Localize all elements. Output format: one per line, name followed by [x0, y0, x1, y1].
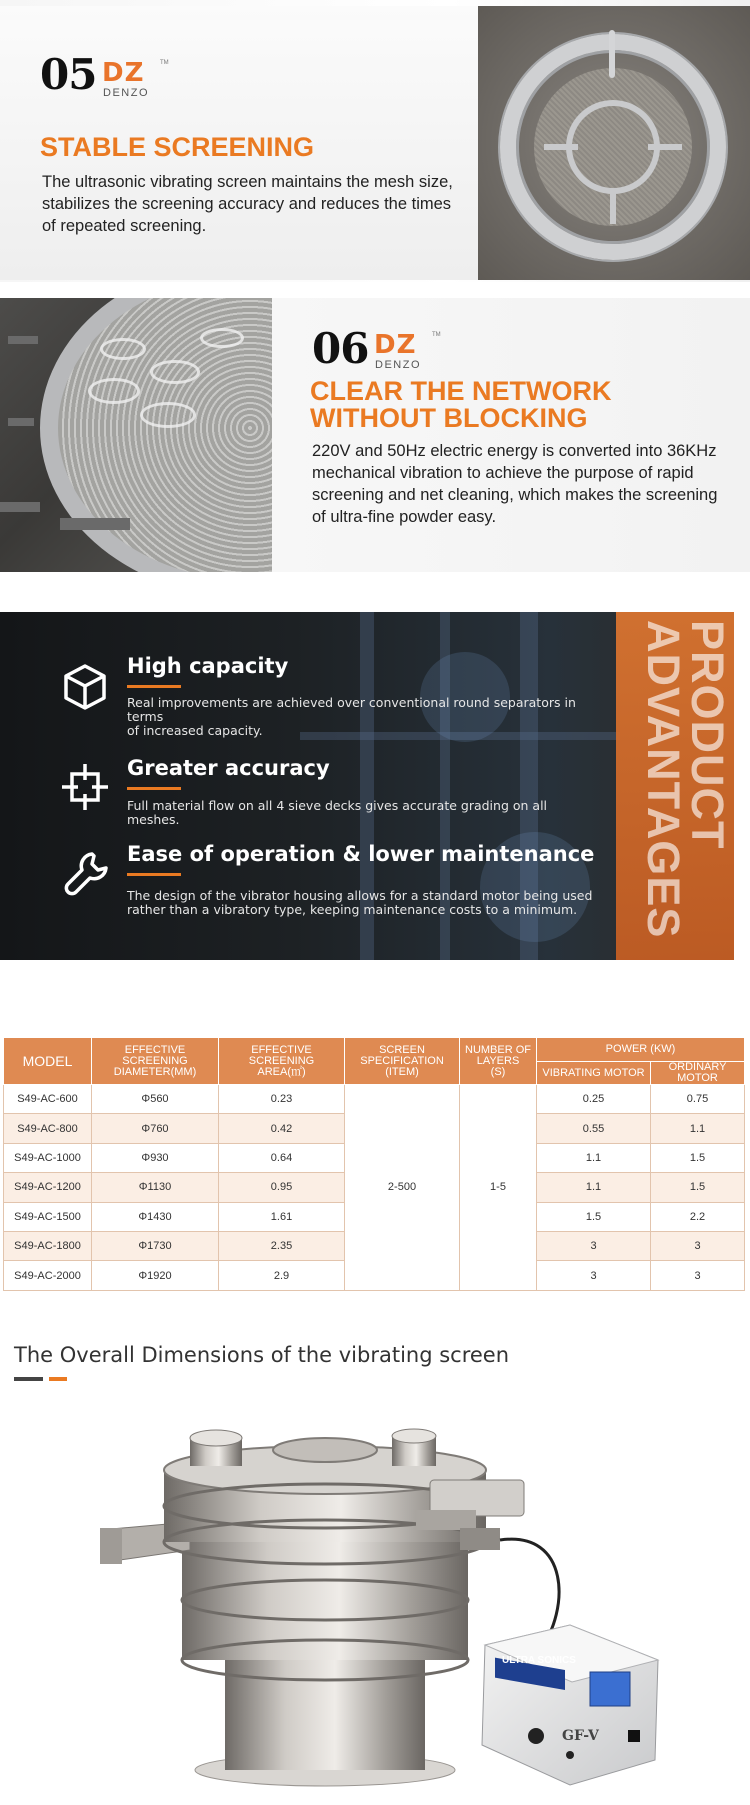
section-number: 05: [40, 50, 97, 99]
description-line: stabilizes the screening accuracy and reduces the times: [42, 195, 452, 213]
cell-area: 0.23: [219, 1085, 345, 1114]
cell-area: 0.95: [219, 1173, 345, 1202]
title-underline-accent: [49, 1377, 67, 1381]
header-line: DIAMETER(MM): [113, 1065, 197, 1078]
title-underline-dark: [14, 1377, 43, 1381]
clamp-bolt: [8, 336, 38, 344]
section-description: [42, 171, 472, 237]
title-line: WITHOUT BLOCKING: [310, 403, 588, 433]
description-line: Real improvements are achieved over conventional round separators in terms: [127, 695, 576, 724]
header-diameter: [92, 1038, 219, 1085]
vibrating-screen-photo: [100, 1410, 670, 1790]
cleaning-ball: [150, 360, 200, 384]
header-line: (ITEM): [385, 1065, 419, 1078]
description-line: of increased capacity.: [127, 723, 263, 738]
header-area: [219, 1038, 345, 1085]
header-line: EFFECTIVE SCREENING: [248, 1043, 315, 1067]
table-row: [4, 1085, 745, 1114]
ring-spoke: [610, 190, 616, 224]
cell-area: 0.64: [219, 1143, 345, 1172]
cell-ordinary-motor: 0.75: [651, 1085, 745, 1114]
header-layers: [460, 1038, 537, 1085]
advantage-underline: [127, 685, 181, 688]
section-description: [312, 440, 742, 528]
sieve-deck-photo: [0, 298, 272, 572]
header-model: MODEL: [4, 1038, 92, 1085]
section-stable-screening: [0, 0, 750, 282]
description-line: rather than a vibratory type, keeping maintenance costs to a minimum.: [127, 902, 578, 917]
ring-spoke: [544, 144, 578, 150]
cell-layers: 1-5: [460, 1085, 537, 1291]
cell-diameter: Φ1430: [92, 1202, 219, 1231]
cell-model: S49-AC-2000: [4, 1261, 92, 1290]
header-line: EFFECTIVE SCREENING: [122, 1043, 188, 1067]
vertical-title-line: PRODUCT: [682, 620, 733, 850]
cell-vibrating-motor: 0.55: [537, 1114, 651, 1143]
cube-icon: [60, 662, 110, 712]
cell-model: S49-AC-600: [4, 1085, 92, 1114]
cell-model: S49-AC-1500: [4, 1202, 92, 1231]
cell-model: S49-AC-1200: [4, 1173, 92, 1202]
clamp-bolt: [0, 502, 40, 512]
header-line: AREA(㎡): [257, 1065, 306, 1078]
description-line: Full material flow on all 4 sieve decks gives accurate grading on all meshes.: [127, 798, 548, 827]
cell-diameter: Φ930: [92, 1143, 219, 1172]
header-ordinary-motor: ORDINARY MOTOR: [651, 1062, 745, 1085]
advantage-title: High capacity: [127, 654, 289, 678]
cleaning-ball: [100, 338, 146, 360]
advantage-underline: [127, 873, 181, 876]
section-title: STABLE SCREENING: [40, 132, 315, 162]
section-clear-network: [0, 298, 750, 572]
denzo-logo: [374, 330, 441, 372]
advantage-title: Ease of operation & lower maintenance: [127, 842, 595, 866]
logo-mark: DZ: [374, 330, 417, 360]
ultrasonic-controller: [482, 1625, 658, 1785]
clamp-bolt: [8, 418, 34, 426]
section-title: [310, 378, 611, 432]
cell-diameter: Φ560: [92, 1085, 219, 1114]
advantage-underline: [127, 787, 181, 790]
cell-area: 0.42: [219, 1114, 345, 1143]
cell-vibrating-motor: 1.1: [537, 1143, 651, 1172]
cleaning-ball: [200, 328, 244, 348]
logo-text: DENZO: [375, 359, 421, 371]
header-specification: [345, 1038, 460, 1085]
vibrating-screen-illustration: [100, 1410, 670, 1790]
header-line: (S): [490, 1065, 506, 1078]
cell-ordinary-motor: 1.5: [651, 1143, 745, 1172]
description-line: of repeated screening.: [42, 217, 207, 235]
cell-vibrating-motor: 0.25: [537, 1085, 651, 1114]
cell-area: 2.9: [219, 1261, 345, 1290]
description-line: of ultra-fine powder easy.: [312, 508, 497, 526]
description-line: 220V and 50Hz electric energy is converted into 36KHz: [312, 442, 717, 460]
advantage-description: [127, 696, 597, 738]
header-line: NUMBER OF: [465, 1043, 531, 1056]
advantage-description: [127, 799, 597, 827]
logo-text: DENZO: [103, 87, 149, 99]
cell-area: 2.35: [219, 1231, 345, 1260]
header-power: POWER (KW): [537, 1038, 745, 1062]
cleaning-ball: [88, 378, 140, 404]
controller-model: GF-V: [562, 1728, 599, 1744]
section-number: 06: [312, 324, 369, 373]
logo-trademark: TM: [432, 332, 441, 338]
specification-table: [3, 1037, 745, 1291]
advantage-title: Greater accuracy: [127, 756, 330, 780]
product-advantages-banner: [0, 612, 734, 960]
clamp-band: [60, 518, 130, 530]
cell-diameter: Φ760: [92, 1114, 219, 1143]
wrench-icon: [62, 848, 112, 898]
ring-spoke: [648, 144, 682, 150]
denzo-logo: [102, 58, 169, 100]
cell-ordinary-motor: 3: [651, 1261, 745, 1290]
description-line: mechanical vibration to achieve the purpose of rapid: [312, 464, 694, 482]
cleaning-ball: [140, 402, 196, 428]
logo-trademark: TM: [160, 60, 169, 66]
cell-model: S49-AC-1000: [4, 1143, 92, 1172]
cell-vibrating-motor: 3: [537, 1231, 651, 1260]
description-line: The ultrasonic vibrating screen maintains the mesh size,: [42, 173, 453, 191]
crosshair-icon: [60, 762, 110, 812]
cell-ordinary-motor: 2.2: [651, 1202, 745, 1231]
advantages-vertical-title: [616, 612, 734, 960]
mesh-ring-photo: [478, 6, 750, 280]
vertical-title-line: ADVANTAGES: [638, 620, 689, 939]
cell-vibrating-motor: 1.1: [537, 1173, 651, 1202]
title-line: CLEAR THE NETWORK: [310, 376, 612, 406]
cell-model: S49-AC-1800: [4, 1231, 92, 1260]
ring-handle: [609, 30, 615, 78]
cell-specification: 2-500: [345, 1085, 460, 1291]
section-05-text-panel: [0, 6, 478, 280]
header-line: SCREEN SPECIFICATION: [360, 1043, 444, 1067]
description-line: screening and net cleaning, which makes the screening: [312, 486, 718, 504]
advantage-description: [127, 889, 597, 917]
header-line: LAYERS: [476, 1054, 520, 1067]
cell-ordinary-motor: 1.5: [651, 1173, 745, 1202]
cell-ordinary-motor: 3: [651, 1231, 745, 1260]
ring-inner-frame: [566, 100, 660, 194]
cell-diameter: Φ1130: [92, 1173, 219, 1202]
header-vibrating-motor: VIBRATING MOTOR: [537, 1062, 651, 1085]
description-line: The design of the vibrator housing allows for a standard motor being used: [127, 888, 593, 903]
cell-model: S49-AC-800: [4, 1114, 92, 1143]
cell-vibrating-motor: 3: [537, 1261, 651, 1290]
cell-area: 1.61: [219, 1202, 345, 1231]
logo-mark: DZ: [102, 58, 145, 88]
cell-diameter: Φ1920: [92, 1261, 219, 1290]
cell-vibrating-motor: 1.5: [537, 1202, 651, 1231]
cell-ordinary-motor: 1.1: [651, 1114, 745, 1143]
dimensions-title: The Overall Dimensions of the vibrating screen: [14, 1343, 510, 1367]
cell-diameter: Φ1730: [92, 1231, 219, 1260]
controller-brand: ULTRA SONICS: [502, 1655, 576, 1666]
